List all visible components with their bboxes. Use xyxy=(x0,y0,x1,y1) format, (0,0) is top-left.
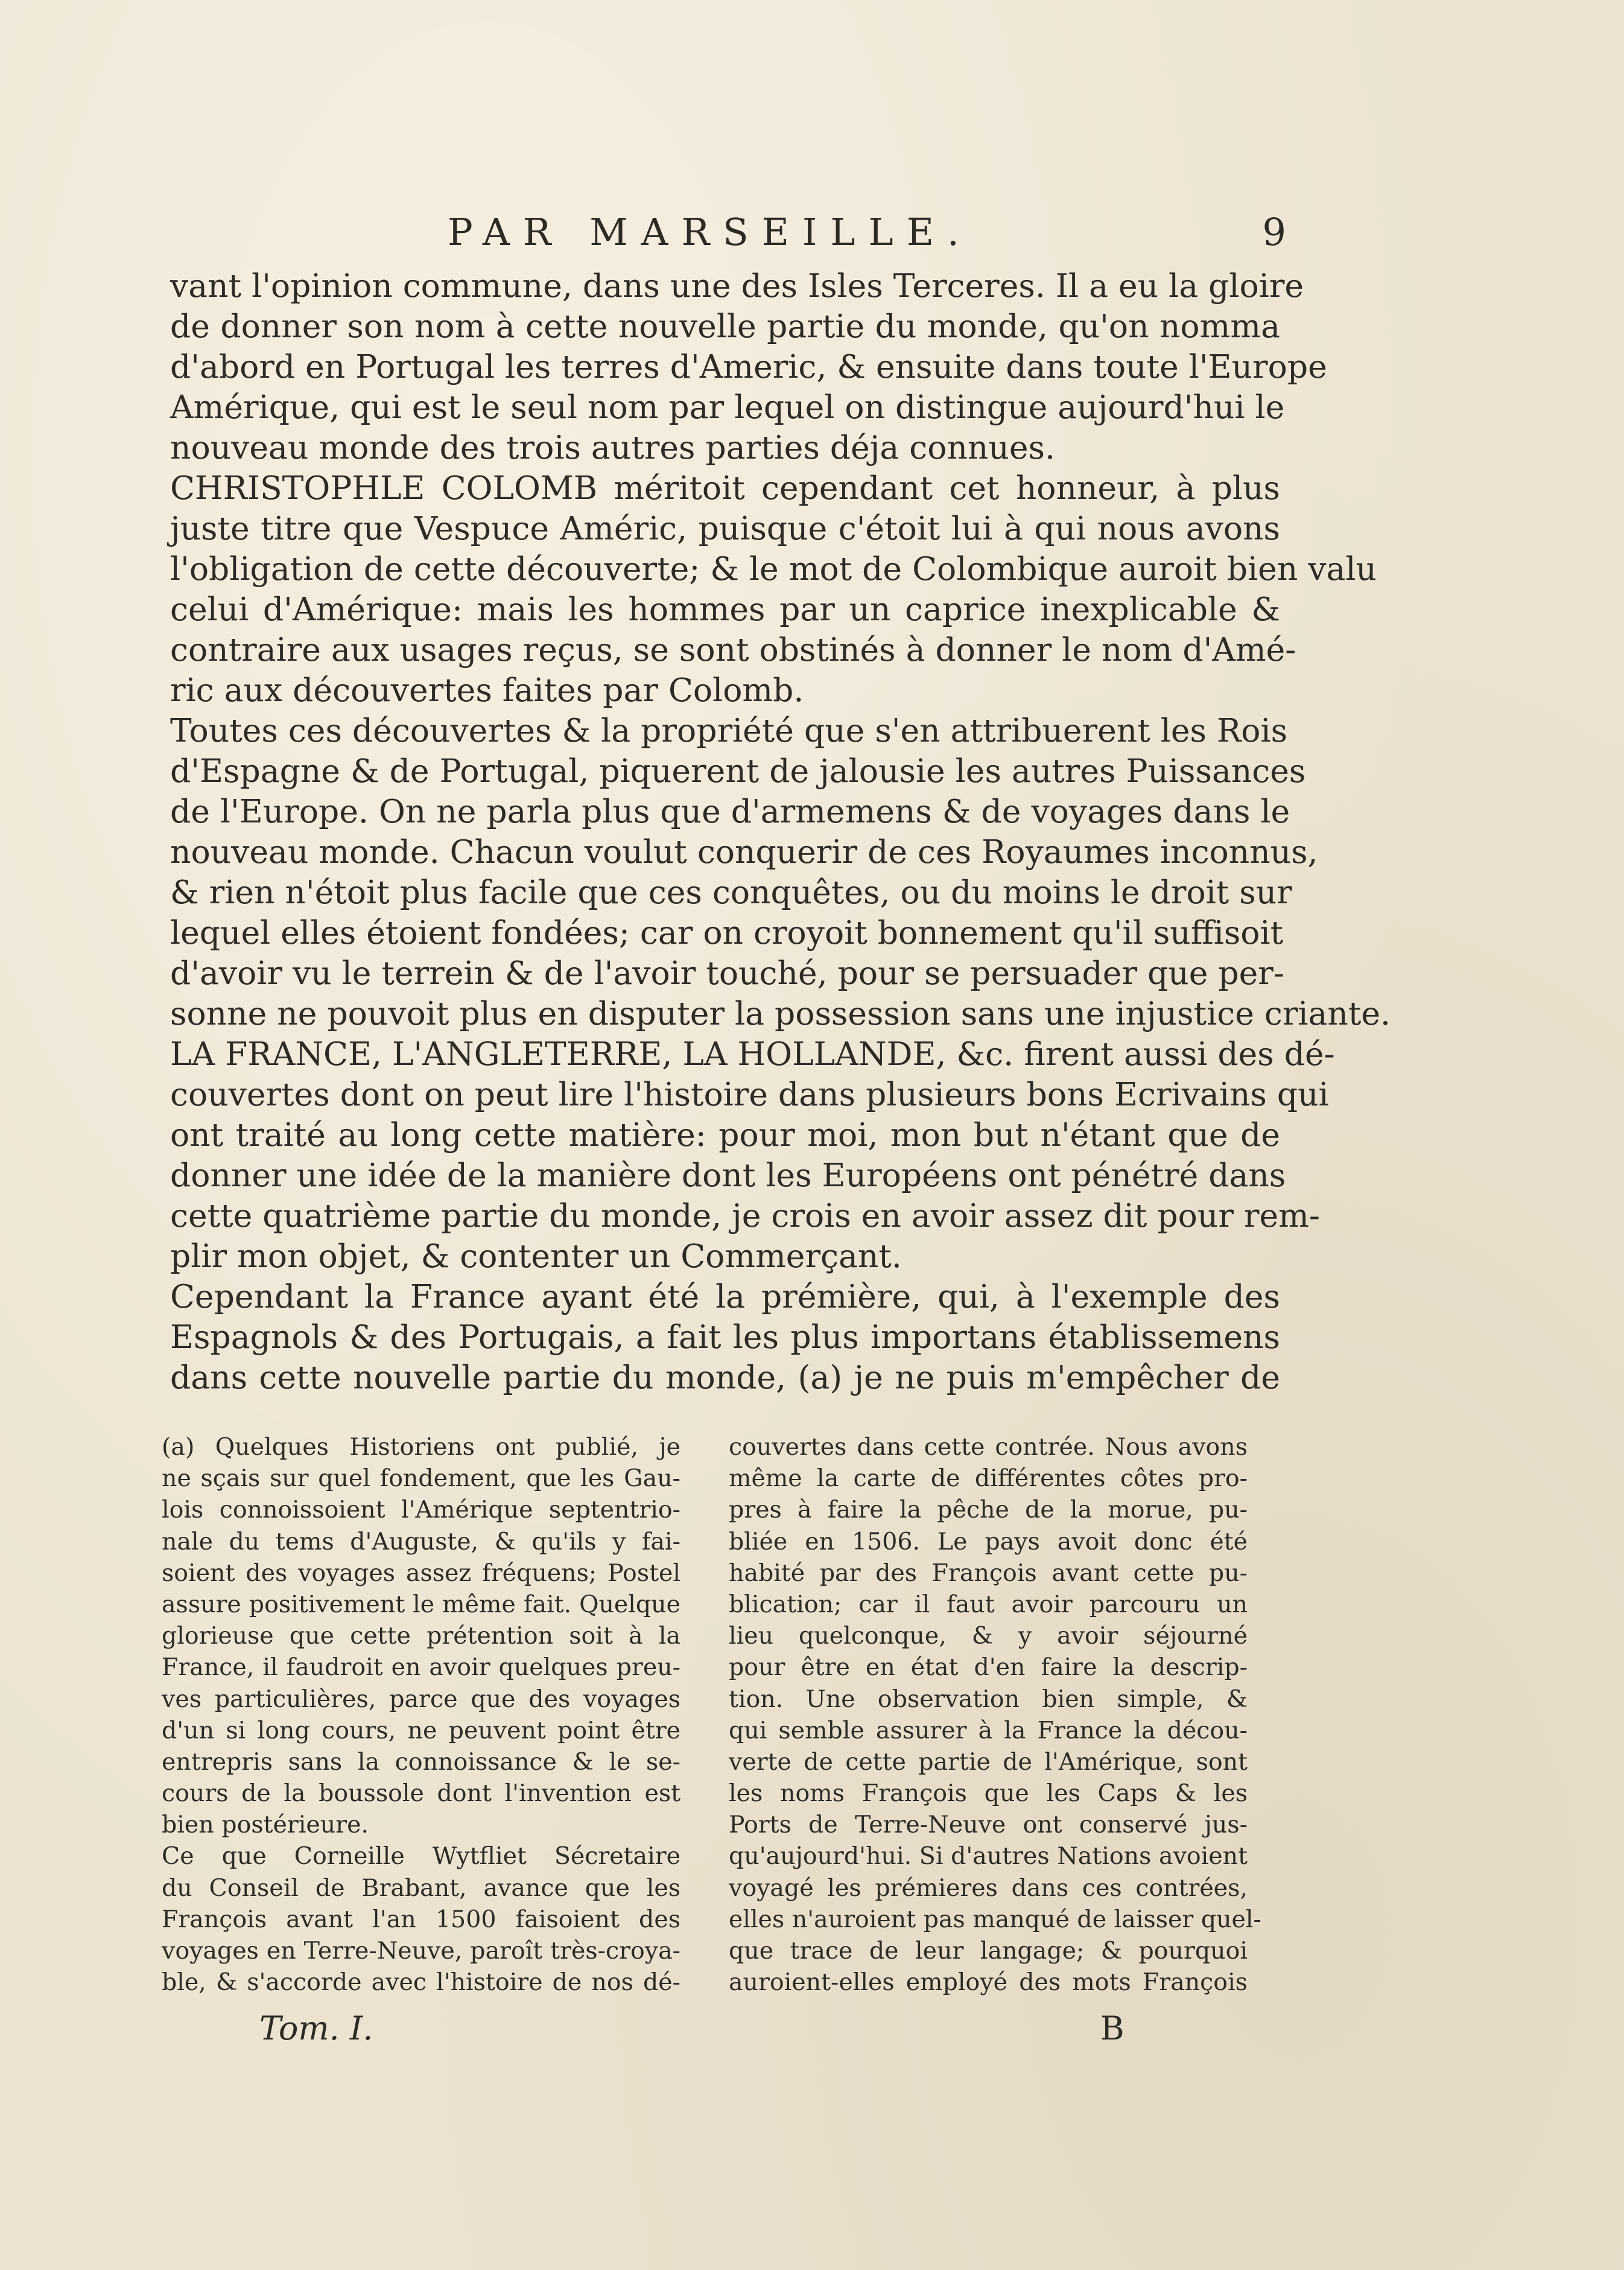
text-line: de l'Europe. On ne parla plus que d'armemens & de voyages dans le xyxy=(170,792,1290,830)
footnote-line: François avant l'an 1500 faisoient des xyxy=(162,1905,680,1933)
text-line: juste titre que Vespuce Améric, puisque c'étoit lui à qui nous avons xyxy=(170,509,1280,547)
footnote-left-column xyxy=(162,1431,680,1998)
text-line: dans cette nouvelle partie du monde, (a) je ne puis m'empêcher de xyxy=(170,1358,1280,1396)
footnote-line: auroient-elles employé des mots François xyxy=(729,1968,1248,1997)
text-line: Cependant la France ayant été la prémière, qui, à l'exemple des xyxy=(170,1277,1280,1315)
text-line: d'abord en Portugal les terres d'Americ, & ensuite dans toute l'Europe xyxy=(170,348,1327,386)
footnote-line: qui semble assurer à la France la décou- xyxy=(729,1716,1248,1744)
text-line: plir mon objet, & contenter un Commerçant. xyxy=(170,1237,902,1275)
footnote-line: que trace de leur langage; & pourquoi xyxy=(729,1937,1248,1965)
text-line: d'avoir vu le terrein & de l'avoir touché, pour se persuader que per- xyxy=(170,954,1284,992)
running-title: PAR MARSEILLE. xyxy=(448,210,972,254)
text-line: nouveau monde des trois autres parties déja connues. xyxy=(170,428,1055,466)
text-line: & rien n'étoit plus facile que ces conquêtes, ou du moins le droit sur xyxy=(170,873,1292,911)
text-line: l'obligation de cette découverte; & le mot de Colombique auroit bien valu xyxy=(170,550,1377,588)
footnote-line: lieu quelconque, & y avoir séjourné xyxy=(729,1622,1248,1650)
text-line: contraire aux usages reçus, se sont obstinés à donner le nom d'Amé- xyxy=(170,631,1296,669)
footnote-line: assure positivement le même fait. Quelque xyxy=(162,1590,680,1618)
footnote-line: Ce que Corneille Wytfliet Sécretaire xyxy=(162,1842,680,1871)
footnote-line: voyages en Terre-Neuve, paroît très-croya- xyxy=(162,1937,680,1965)
footnote-line: du Conseil de Brabant, avance que les xyxy=(162,1874,680,1902)
footnote-line: glorieuse que cette prétention soit à la xyxy=(162,1622,680,1650)
footnote-line: cours de la boussole dont l'invention est xyxy=(162,1779,680,1808)
text-line: celui d'Amérique: mais les hommes par un caprice inexplicable & xyxy=(170,590,1280,628)
footnote-right-column xyxy=(729,1431,1261,1998)
text-line: couvertes dont on peut lire l'histoire dans plusieurs bons Ecrivains qui xyxy=(170,1075,1329,1113)
running-header xyxy=(170,210,1286,264)
footnote-line: couvertes dans cette contrée. Nous avons xyxy=(729,1433,1248,1461)
text-line: de donner son nom à cette nouvelle partie du monde, qu'on nomma xyxy=(170,307,1280,345)
footnote-line: les noms François que les Caps & les xyxy=(729,1779,1248,1808)
text-line: nouveau monde. Chacun voulut conquerir de ces Royaumes inconnus, xyxy=(170,833,1318,871)
footnote-line: voyagé les prémieres dans ces contrées, xyxy=(729,1874,1248,1902)
footnote-line: (a) Quelques Historiens ont publié, je xyxy=(162,1433,680,1461)
footnote-line: verte de cette partie de l'Amérique, sont xyxy=(729,1747,1248,1776)
footnote-line: blication; car il faut avoir parcouru un xyxy=(729,1590,1248,1618)
footnote-line: d'un si long cours, ne peuvent point être xyxy=(162,1716,680,1744)
text-line: d'Espagne & de Portugal, piquerent de jalousie les autres Puissances xyxy=(170,752,1306,790)
footnote-line: ble, & s'accorde avec l'histoire de nos dé- xyxy=(162,1968,680,1997)
text-line: donner une idée de la manière dont les Européens ont pénétré dans xyxy=(170,1156,1286,1194)
footnote-line: elles n'auroient pas manqué de laisser quel- xyxy=(729,1905,1261,1933)
page-number: 9 xyxy=(1262,210,1286,254)
text-line: sonne ne pouvoit plus en disputer la possession sans une injustice criante. xyxy=(170,994,1391,1032)
text-line: CHRISTOPHLE COLOMB méritoit cependant cet honneur, à plus xyxy=(170,469,1280,507)
footnote-line: nale du tems d'Auguste, & qu'ils y fai- xyxy=(162,1527,680,1556)
footnote-line: ves particulières, parce que des voyages xyxy=(162,1685,680,1713)
text-line: Amérique, qui est le seul nom par lequel on distingue aujourd'hui le xyxy=(170,388,1285,426)
footnote-line: habité par des François avant cette pu- xyxy=(729,1559,1248,1587)
text-line: lequel elles étoient fondées; car on croyoit bonnement qu'il suffisoit xyxy=(170,914,1284,952)
footnote-line: ne sçais sur quel fondement, que les Gau- xyxy=(162,1464,680,1493)
footnote-line: pres à faire la pêche de la morue, pu- xyxy=(729,1496,1248,1524)
footnote-line: bien postérieure. xyxy=(162,1811,369,1839)
footnote-line: qu'aujourd'hui. Si d'autres Nations avoient xyxy=(729,1842,1248,1871)
main-text xyxy=(170,265,1391,1397)
volume-signature: Tom. I. xyxy=(259,2009,373,2047)
text-line: Espagnols & des Portugais, a fait les plus importans établissemens xyxy=(170,1318,1280,1356)
footnote-line: pour être en état d'en faire la descrip- xyxy=(729,1653,1248,1682)
gathering-signature: B xyxy=(1100,2009,1124,2047)
text-line: ric aux découvertes faites par Colomb. xyxy=(170,671,804,709)
footnote-line: bliée en 1506. Le pays avoit donc été xyxy=(729,1527,1248,1556)
text-line: ont traité au long cette matière: pour moi, mon but n'étant que de xyxy=(170,1116,1280,1154)
footnote-line: soient des voyages assez fréquens; Postel xyxy=(162,1559,680,1587)
text-line: vant l'opinion commune, dans une des Isles Terceres. Il a eu la gloire xyxy=(170,267,1304,305)
text-line: cette quatrième partie du monde, je crois en avoir assez dit pour rem- xyxy=(170,1197,1320,1235)
text-line: Toutes ces découvertes & la propriété que s'en attribuerent les Rois xyxy=(170,711,1288,749)
footnote-line: lois connoissoient l'Amérique septentrio- xyxy=(162,1496,680,1524)
text-line: LA FRANCE, L'ANGLETERRE, LA HOLLANDE, &c. firent aussi des dé- xyxy=(170,1035,1335,1073)
footnote-line: France, il faudroit en avoir quelques preu- xyxy=(162,1653,680,1682)
footnote-line: Ports de Terre-Neuve ont conservé jus- xyxy=(729,1811,1248,1839)
footnote-line: entrepris sans la connoissance & le se- xyxy=(162,1747,680,1776)
footnote-line: même la carte de différentes côtes pro- xyxy=(729,1464,1248,1493)
footnote-line: tion. Une observation bien simple, & xyxy=(729,1685,1248,1713)
